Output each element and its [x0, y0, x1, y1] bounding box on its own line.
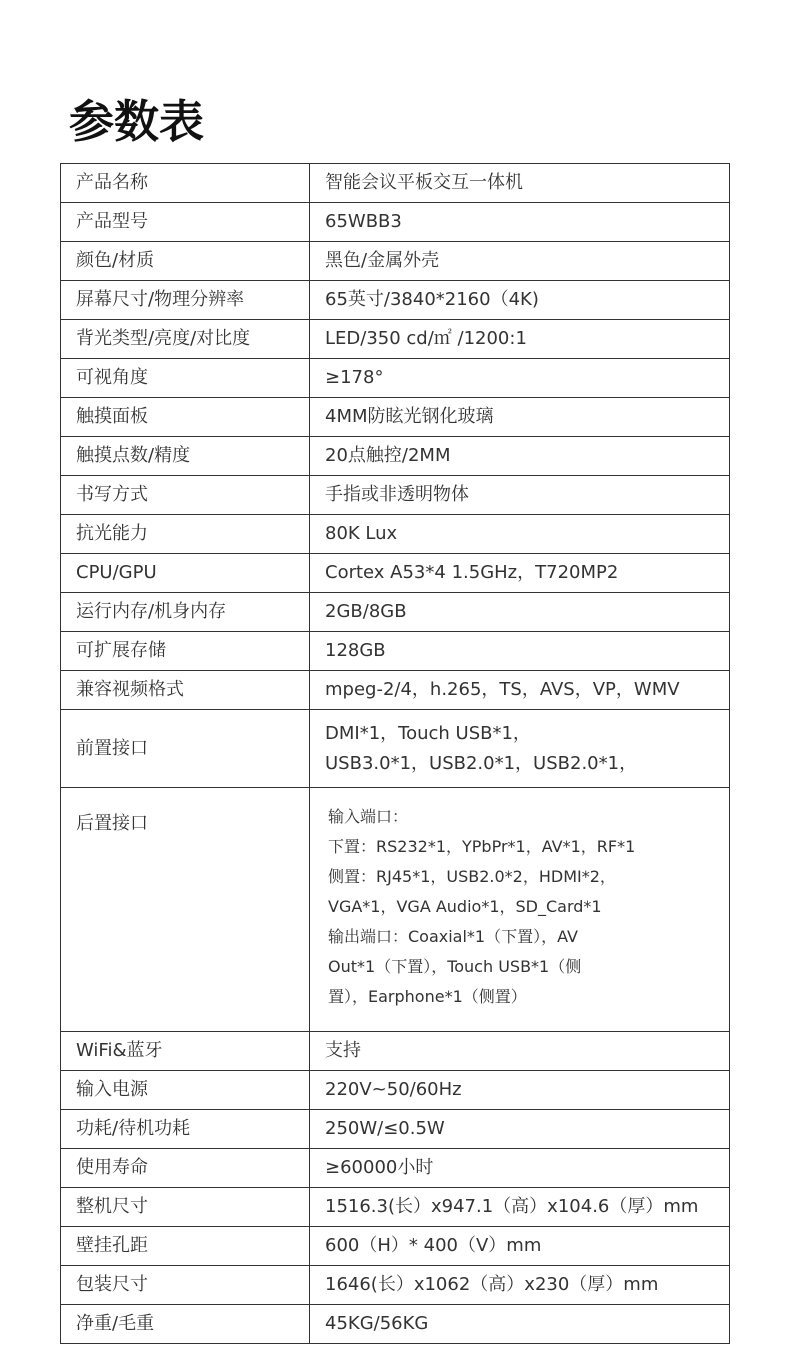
row-label: 净重/毛重 — [61, 1305, 310, 1344]
row-value: 80K Lux — [310, 515, 730, 554]
row-label: 颜色/材质 — [61, 242, 310, 281]
row-value: 65英寸/3840*2160（4K) — [310, 281, 730, 320]
table-row — [61, 788, 730, 1032]
table-row — [61, 671, 730, 710]
table-row — [61, 359, 730, 398]
row-label: 功耗/待机功耗 — [61, 1110, 310, 1149]
table-row — [61, 242, 730, 281]
row-value: 45KG/56KG — [310, 1305, 730, 1344]
value-line: DMI*1，Touch USB*1， — [325, 722, 531, 744]
row-value: 手指或非透明物体 — [310, 476, 730, 515]
row-label: 壁挂孔距 — [61, 1227, 310, 1266]
table-row — [61, 320, 730, 359]
table-row — [61, 1149, 730, 1188]
row-label: 书写方式 — [61, 476, 310, 515]
row-value: 600（H）* 400（V）mm — [310, 1227, 730, 1266]
table-row — [61, 203, 730, 242]
row-label: 背光类型/亮度/对比度 — [61, 320, 310, 359]
row-value: 65WBB3 — [310, 203, 730, 242]
table-row — [61, 1071, 730, 1110]
row-label: WiFi&蓝牙 — [61, 1032, 310, 1071]
row-value: 128GB — [310, 632, 730, 671]
row-value: 250W/≤0.5W — [310, 1110, 730, 1149]
value-line: 输入端口： — [328, 807, 409, 826]
row-value: 2GB/8GB — [310, 593, 730, 632]
row-label: 前置接口 — [61, 710, 310, 788]
table-row — [61, 1032, 730, 1071]
table-row — [61, 476, 730, 515]
row-value: LED/350 cd/㎡ /1200:1 — [310, 320, 730, 359]
table-row — [61, 515, 730, 554]
row-value: 智能会议平板交互一体机 — [310, 164, 730, 203]
value-line: 侧置：RJ45*1，USB2.0*2，HDMI*2， — [328, 867, 616, 886]
value-line: 输出端口：Coaxial*1（下置），AV — [328, 927, 578, 946]
table-row — [61, 593, 730, 632]
value-line: USB3.0*1，USB2.0*1，USB2.0*1， — [325, 752, 638, 774]
row-label: CPU/GPU — [61, 554, 310, 593]
table-row — [61, 281, 730, 320]
table-row — [61, 1227, 730, 1266]
row-label: 运行内存/机身内存 — [61, 593, 310, 632]
spec-table — [60, 163, 730, 1344]
row-label: 产品型号 — [61, 203, 310, 242]
table-row — [61, 554, 730, 593]
row-value — [310, 788, 730, 1032]
row-label: 输入电源 — [61, 1071, 310, 1110]
value-line: 置），Earphone*1（侧置） — [328, 987, 527, 1006]
table-row — [61, 437, 730, 476]
table-row — [61, 1266, 730, 1305]
row-value: 支持 — [310, 1032, 730, 1071]
row-label: 可视角度 — [61, 359, 310, 398]
table-row — [61, 1188, 730, 1227]
row-value: mpeg-2/4，h.265，TS，AVS，VP，WMV — [310, 671, 730, 710]
row-label: 整机尺寸 — [61, 1188, 310, 1227]
row-label: 后置接口 — [61, 788, 310, 1032]
row-label: 包装尺寸 — [61, 1266, 310, 1305]
row-value: 1516.3(长）x947.1（高）x104.6（厚）mm — [310, 1188, 730, 1227]
value-line: 下置：RS232*1，YPbPr*1，AV*1，RF*1 — [328, 837, 636, 856]
row-label: 抗光能力 — [61, 515, 310, 554]
row-value: 黑色/金属外壳 — [310, 242, 730, 281]
table-row — [61, 398, 730, 437]
value-line: VGA*1，VGA Audio*1，SD_Card*1 — [328, 897, 602, 916]
row-value: 220V~50/60Hz — [310, 1071, 730, 1110]
table-row — [61, 632, 730, 671]
row-value: 20点触控/2MM — [310, 437, 730, 476]
row-label: 使用寿命 — [61, 1149, 310, 1188]
value-line: Out*1（下置），Touch USB*1（侧 — [328, 957, 582, 976]
row-label: 触摸面板 — [61, 398, 310, 437]
table-row — [61, 710, 730, 788]
row-label: 触摸点数/精度 — [61, 437, 310, 476]
page-title: 参数表 — [69, 95, 205, 148]
row-value: ≥60000小时 — [310, 1149, 730, 1188]
table-row — [61, 1305, 730, 1344]
row-value: Cortex A53*4 1.5GHz，T720MP2 — [310, 554, 730, 593]
row-label: 产品名称 — [61, 164, 310, 203]
row-value: 4MM防眩光钢化玻璃 — [310, 398, 730, 437]
table-row — [61, 164, 730, 203]
row-value — [310, 710, 730, 788]
row-label: 屏幕尺寸/物理分辨率 — [61, 281, 310, 320]
row-label: 可扩展存储 — [61, 632, 310, 671]
row-value: ≥178° — [310, 359, 730, 398]
table-row — [61, 1110, 730, 1149]
row-value: 1646(长）x1062（高）x230（厚）mm — [310, 1266, 730, 1305]
row-label: 兼容视频格式 — [61, 671, 310, 710]
